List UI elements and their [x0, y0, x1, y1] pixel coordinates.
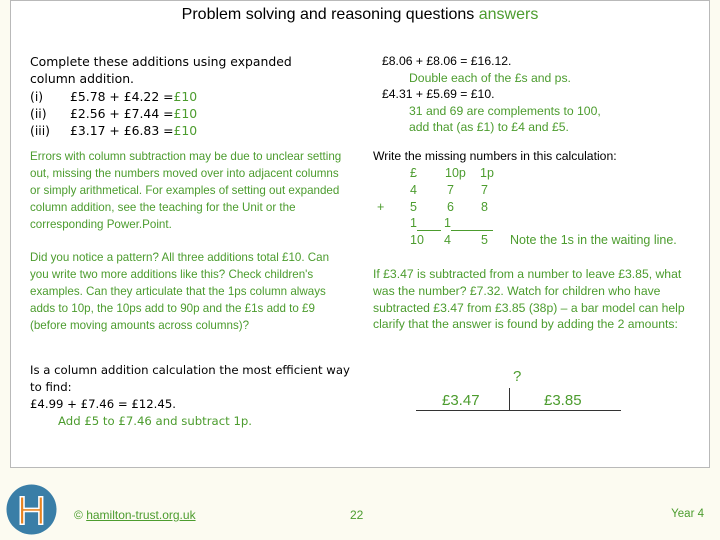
answer-doubles: £8.06 + £8.06 = £16.12. Double each of the £s and ps. £4.31 + £5.69 = £10. 31 and 69 are complements to 100, add that (as £1) to £4 and £5.: [382, 54, 601, 134]
page-number: 22: [350, 508, 364, 522]
title-main: Problem solving and reasoning questions: [181, 6, 479, 23]
bar-question: ?: [513, 368, 522, 385]
q1-item: (i) £5.78 + £4.22 = £10: [30, 88, 198, 104]
svg-text:H: H: [17, 489, 46, 533]
page-title: [0, 6, 720, 24]
bar-right-value: £3.85: [544, 392, 582, 409]
q1-item: (ii) £2.56 + £7.44 = £10: [30, 105, 198, 121]
bar-divider: [509, 388, 510, 410]
q1-item: (iii) £3.17 + £6.83 = £10: [30, 123, 198, 139]
year-label: Year 4: [671, 508, 704, 520]
column-addition-grid: £ 10p 1p 4 7 7 + 5 6 8 1 1 10 4 5 Note the 1s in the waiting line.: [377, 166, 677, 247]
hamilton-trust-link[interactable]: hamilton-trust.org.uk: [86, 508, 196, 522]
q1-explanation: Errors with column subtraction may be due to unclear setting out, missing the numbers moved over into adjacent columns or simply arithmetical. For examples of setting out expanded column addition, see the teaching for the Unit or the corresponding Power.Point.: [30, 150, 342, 231]
q1-followup: Did you notice a pattern? All three additions total £10. Can you write two more additions like this? Check children's examples. Can they articulate that the 1ps column always adds to 10p, the 10ps add to 90p and the £1s add to £9 (before moving amounts across columns)?: [30, 251, 330, 332]
q2-calc: £4.99 + £7.46 = £12.45.: [30, 397, 176, 411]
bar-line: [416, 410, 621, 411]
bar-left-value: £3.47: [442, 392, 480, 409]
question-1: [30, 53, 330, 139]
q2-answer: Add £5 to £7.46 and subtract 1p.: [58, 414, 253, 428]
title-highlight: answers: [478, 6, 539, 23]
question-2: [30, 362, 350, 430]
answer-bar-model-text: If £3.47 is subtracted from a number to leave £3.85, what was the number? £7.32. Watch for children who have subtracted £3.47 from £3.85 (38p) – a bar model can help clarify that the answer is found by adding the 2 amounts:: [373, 267, 685, 332]
copyright: © hamilton-trust.org.uk: [74, 508, 196, 522]
q2-question: Is a column addition calculation the most efficient way to find:: [30, 363, 350, 394]
hamilton-logo: [6, 484, 57, 535]
missing-numbers-heading: Write the missing numbers in this calculation:: [373, 149, 617, 163]
q1-intro: Complete these additions using expanded column addition.: [30, 54, 292, 87]
